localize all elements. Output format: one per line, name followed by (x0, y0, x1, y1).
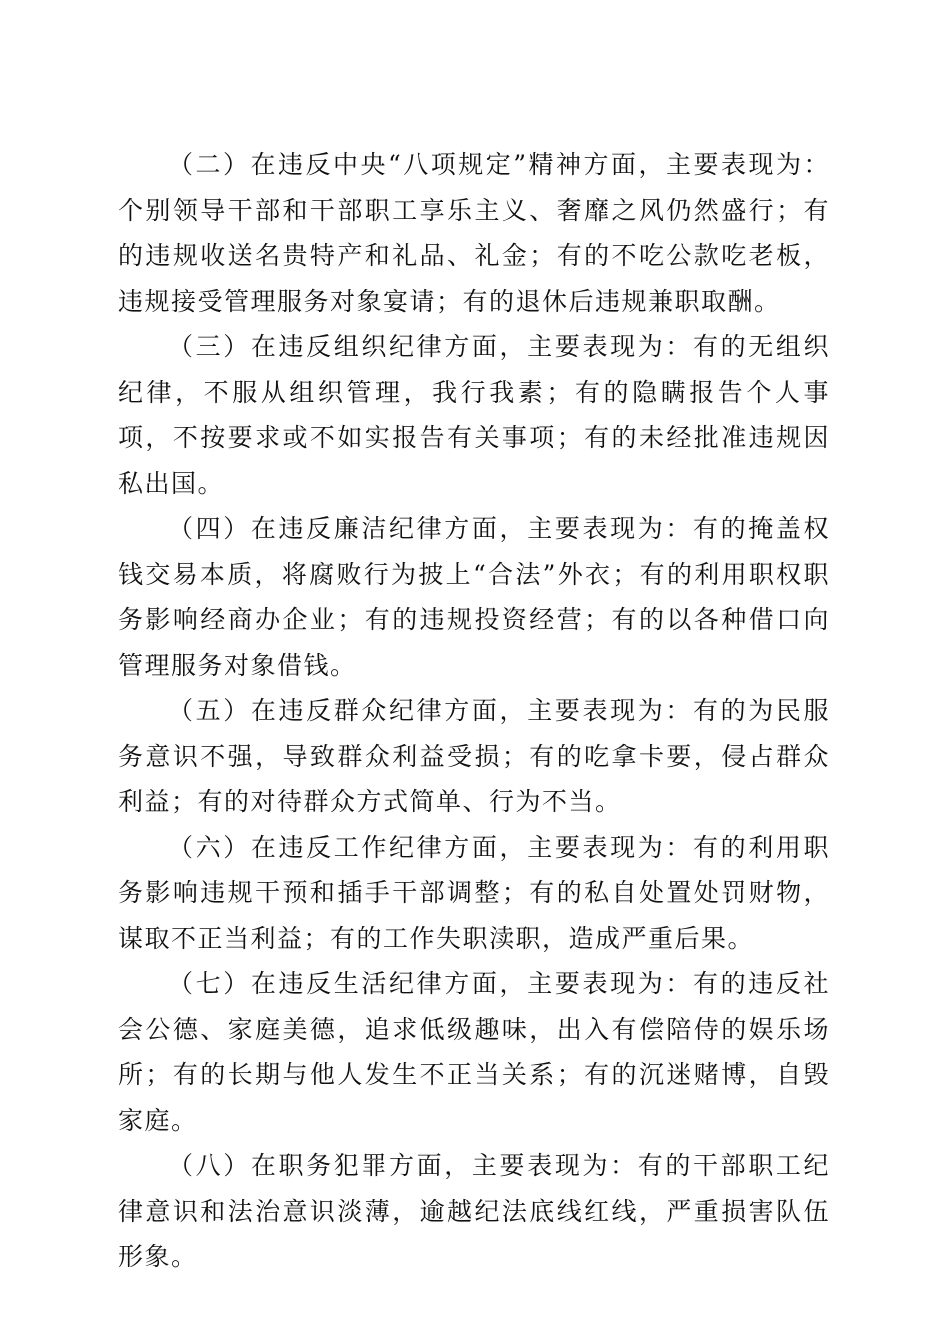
document-body (118, 142, 830, 1280)
paragraph-section-8: （八）在职务犯罪方面，主要表现为：有的干部职工纪律意识和法治意识淡薄，逾越纪法底线红线，严重损害队伍形象。 (118, 1151, 830, 1271)
paragraph-section-6: （六）在违反工作纪律方面，主要表现为：有的利用职务影响违规干预和插手干部调整；有的私自处置处罚财物，谋取不正当利益；有的工作失职渎职，造成严重后果。 (118, 832, 830, 953)
paragraph-section-2: （二）在违反中央“八项规定”精神方面，主要表现为：个别领导干部和干部职工享乐主义、奢靡之风仍然盛行；有的违规收送名贵特产和礼品、礼金；有的不吃公款吃老板，违规接受管理服务对象宴请；有的退休后违规兼职取酬。 (118, 150, 830, 316)
paragraph-section-3: （三）在违反组织纪律方面，主要表现为：有的无组织纪律，不服从组织管理，我行我素；有的隐瞒报告个人事项，不按要求或不如实报告有关事项；有的未经批准违规因私出国。 (118, 332, 830, 498)
paragraph-section-5: （五）在违反群众纪律方面，主要表现为：有的为民服务意识不强，导致群众利益受损；有的吃拿卡要，侵占群众利益；有的对待群众方式简单、行为不当。 (118, 696, 830, 816)
paragraph-section-7: （七）在违反生活纪律方面，主要表现为：有的违反社会公德、家庭美德，追求低级趣味，出入有偿陪侍的娱乐场所；有的长期与他人发生不正当关系；有的沉迷赌博，自毁家庭。 (118, 969, 830, 1135)
paragraph-section-4: （四）在违反廉洁纪律方面，主要表现为：有的掩盖权钱交易本质，将腐败行为披上“合法”外衣；有的利用职权职务影响经商办企业；有的违规投资经营；有的以各种借口向管理服务对象借钱。 (118, 514, 830, 680)
